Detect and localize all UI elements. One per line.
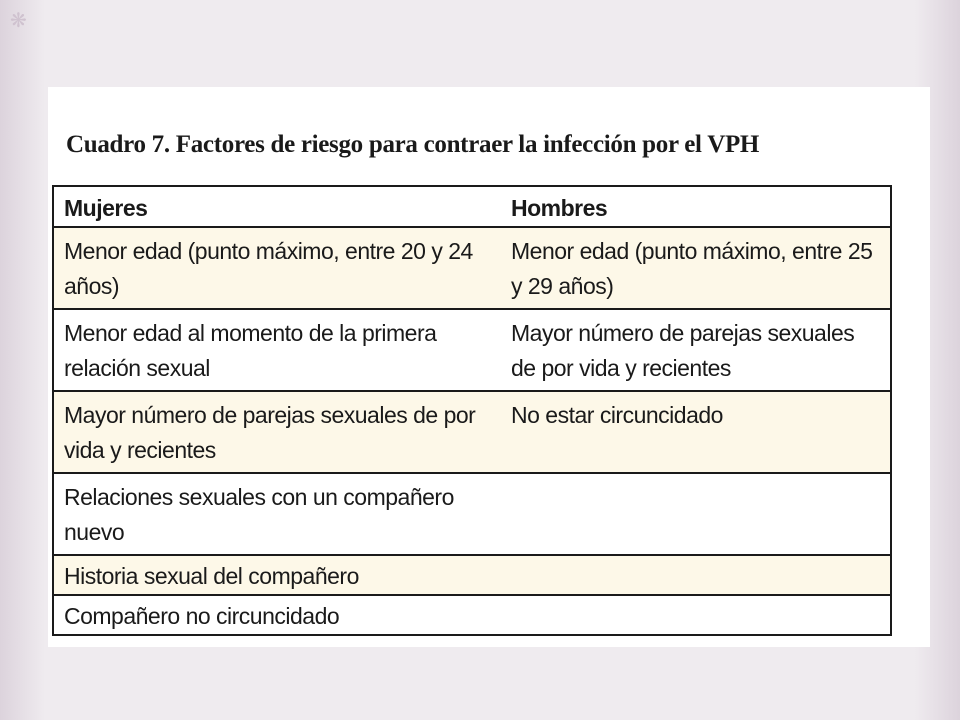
cell-hombres — [501, 595, 891, 635]
cell-mujeres: Mayor número de parejas sexuales de por vida y recientes — [53, 391, 501, 473]
table-row — [53, 555, 891, 595]
cell-hombres: Menor edad (punto máximo, entre 25 y 29 años) — [501, 227, 891, 309]
column-header-mujeres: Mujeres — [53, 186, 501, 227]
cell-hombres: No estar circuncidado — [501, 391, 891, 473]
table-row — [53, 391, 891, 473]
table-row — [53, 227, 891, 309]
cell-mujeres: Relaciones sexuales con un compañero nuevo — [53, 473, 501, 555]
table-row — [53, 473, 891, 555]
table-title: Cuadro 7. Factores de riesgo para contraer la infección por el VPH — [66, 131, 760, 158]
cell-hombres — [501, 555, 891, 595]
table-image-panel — [48, 87, 930, 647]
cell-mujeres: Historia sexual del compañero — [53, 555, 501, 595]
cell-hombres — [501, 473, 891, 555]
cell-mujeres: Menor edad (punto máximo, entre 20 y 24 años) — [53, 227, 501, 309]
cell-mujeres: Compañero no circuncidado — [53, 595, 501, 635]
cell-hombres: Mayor número de parejas sexuales de por vida y recientes — [501, 309, 891, 391]
slide-corner-ornament-icon: ❋ — [10, 8, 27, 32]
table-header-row — [53, 186, 891, 227]
table-row — [53, 595, 891, 635]
table-row — [53, 309, 891, 391]
cell-mujeres: Menor edad al momento de la primera relación sexual — [53, 309, 501, 391]
column-header-hombres: Hombres — [501, 186, 891, 227]
risk-factors-table — [52, 185, 892, 636]
